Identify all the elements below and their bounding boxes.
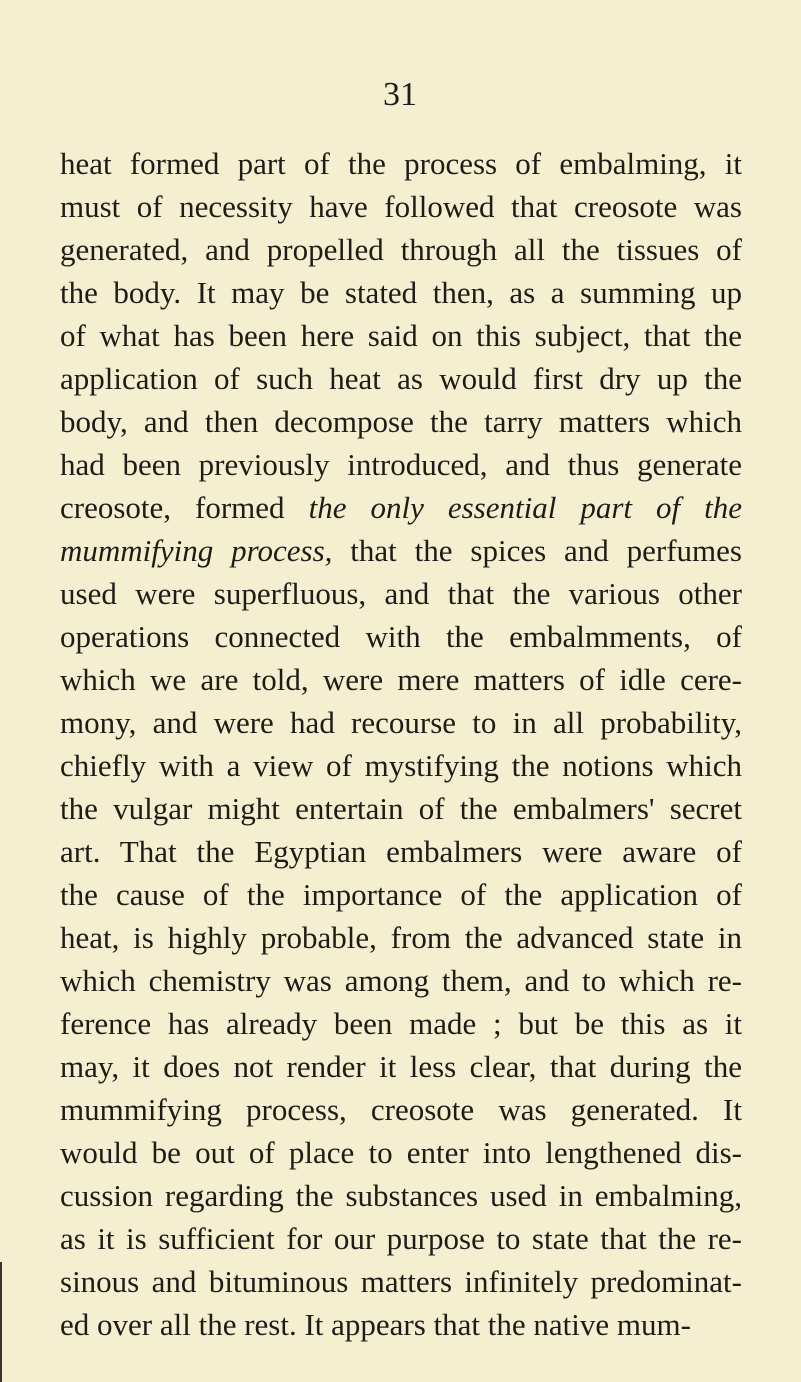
text-run: the cause of the importance of the application of (60, 877, 742, 912)
text-run: had been previously introduced, and thus generate (60, 447, 742, 482)
text-line (60, 572, 742, 615)
text-line (60, 1002, 742, 1045)
text-line (60, 787, 742, 830)
text-run: which chemistry was among them, and to which re- (60, 963, 742, 998)
text-run: art. That the Egyptian embalmers were aware of (60, 834, 742, 869)
text-run: ference has already been made ; but be this as it (60, 1006, 742, 1041)
text-run: the vulgar might entertain of the embalmers' secret (60, 791, 742, 826)
text-run: the body. It may be stated then, as a summing up (60, 275, 742, 310)
text-run: used were superfluous, and that the various other (60, 576, 742, 611)
text-line (60, 830, 742, 873)
text-line (60, 486, 742, 529)
text-line (60, 400, 742, 443)
text-run: must of necessity have followed that creosote was (60, 189, 742, 224)
text-line (60, 271, 742, 314)
text-run: cussion regarding the substances used in embalming, (60, 1178, 742, 1213)
text-run: operations connected with the embalmments, of (60, 619, 742, 654)
text-run: mummifying process, creosote was generated. It (60, 1092, 742, 1127)
text-line (60, 1045, 742, 1088)
text-run: may, it does not render it less clear, that during the (60, 1049, 742, 1084)
text-line (60, 959, 742, 1002)
text-line (60, 1088, 742, 1131)
text-run: application of such heat as would first dry up the (60, 361, 742, 396)
text-line (60, 228, 742, 271)
text-run: heat, is highly probable, from the advanced state in (60, 920, 742, 955)
text-line (60, 1131, 742, 1174)
body-text (60, 142, 742, 1346)
text-line (60, 443, 742, 486)
text-line (60, 142, 742, 185)
text-line (60, 615, 742, 658)
text-line (60, 916, 742, 959)
text-line (60, 701, 742, 744)
text-line (60, 1174, 742, 1217)
text-run: creosote, formed (60, 490, 309, 525)
text-run: would be out of place to enter into lengthened dis- (60, 1135, 742, 1170)
text-line (60, 185, 742, 228)
text-run: sinous and bituminous matters infinitely predominat- (60, 1264, 742, 1299)
text-run: ed over all the rest. It appears that the native mum- (60, 1307, 691, 1342)
text-line (60, 1217, 742, 1260)
italic-text-run: the only essential part of the (308, 490, 743, 525)
text-line (60, 1260, 742, 1303)
text-run: of what has been here said on this subject, that the (60, 318, 742, 353)
text-run: generated, and propelled through all the tissues of (60, 232, 742, 267)
page-number: 31 (383, 76, 417, 113)
text-run: body, and then decompose the tarry matters which (60, 404, 742, 439)
text-run: as it is sufficient for our purpose to state that the re- (60, 1221, 742, 1256)
italic-text-run: mummifying process, (60, 533, 333, 568)
text-run: that the spices and perfumes (332, 533, 742, 568)
text-line (60, 873, 742, 916)
text-line (60, 314, 742, 357)
text-line (60, 658, 742, 701)
text-line (60, 744, 742, 787)
text-run: which we are told, were mere matters of idle cere- (60, 662, 742, 697)
text-run: heat formed part of the process of embalming, it (60, 146, 742, 181)
text-run: mony, and were had recourse to in all probability, (60, 705, 742, 740)
text-line (60, 357, 742, 400)
text-line (60, 529, 742, 572)
page-edge-mark (0, 1262, 2, 1382)
text-line (60, 1303, 742, 1346)
text-run: chiefly with a view of mystifying the notions which (60, 748, 742, 783)
